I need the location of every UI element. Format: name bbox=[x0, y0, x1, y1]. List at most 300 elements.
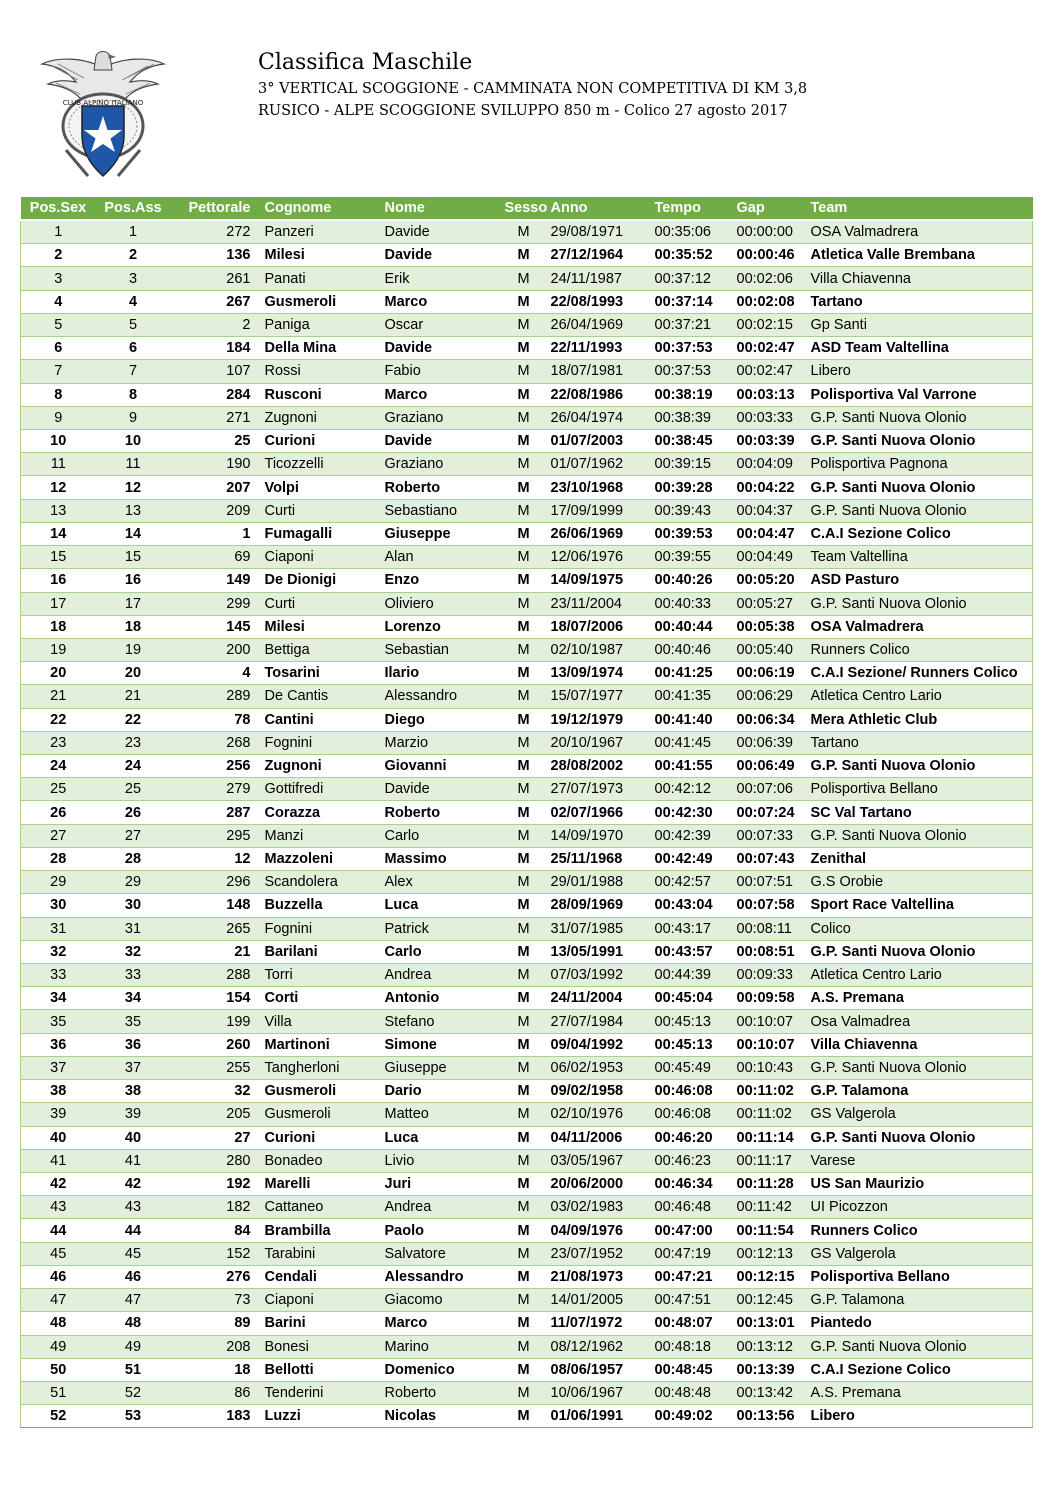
cell-sesso: M bbox=[501, 360, 547, 383]
cell-cognome: Villa bbox=[261, 1010, 381, 1033]
cell-pos-sex: 11 bbox=[21, 453, 96, 476]
cell-pettorale: 145 bbox=[171, 615, 261, 638]
cell-pettorale: 18 bbox=[171, 1358, 261, 1381]
cell-nome: Alex bbox=[381, 871, 501, 894]
cell-sesso: M bbox=[501, 917, 547, 940]
cell-nome: Davide bbox=[381, 337, 501, 360]
cell-pos-sex: 44 bbox=[21, 1219, 96, 1242]
cell-cognome: Torri bbox=[261, 964, 381, 987]
cell-anno: 11/07/1972 bbox=[547, 1312, 651, 1335]
document-heading bbox=[258, 48, 807, 122]
cell-pettorale: 154 bbox=[171, 987, 261, 1010]
cell-sesso: M bbox=[501, 220, 547, 244]
cell-pos-sex: 23 bbox=[21, 731, 96, 754]
cell-tempo: 00:39:28 bbox=[651, 476, 733, 499]
cell-pos-ass: 9 bbox=[96, 406, 171, 429]
cell-team: Polisportiva Pagnona bbox=[807, 453, 1033, 476]
cell-cognome: Fognini bbox=[261, 731, 381, 754]
cell-cognome: Bellotti bbox=[261, 1358, 381, 1381]
cell-nome: Domenico bbox=[381, 1358, 501, 1381]
cell-gap: 00:13:01 bbox=[733, 1312, 807, 1335]
cell-gap: 00:10:07 bbox=[733, 1010, 807, 1033]
cell-tempo: 00:48:48 bbox=[651, 1381, 733, 1404]
cell-cognome: Buzzella bbox=[261, 894, 381, 917]
cell-tempo: 00:37:12 bbox=[651, 267, 733, 290]
cell-sesso: M bbox=[501, 638, 547, 661]
cell-sesso: M bbox=[501, 1056, 547, 1079]
cell-gap: 00:10:07 bbox=[733, 1033, 807, 1056]
cell-pos-sex: 42 bbox=[21, 1172, 96, 1195]
table-row bbox=[21, 569, 1033, 592]
cell-tempo: 00:47:00 bbox=[651, 1219, 733, 1242]
cell-nome: Graziano bbox=[381, 453, 501, 476]
cell-cognome: Luzzi bbox=[261, 1405, 381, 1428]
table-row bbox=[21, 383, 1033, 406]
cell-pos-ass: 22 bbox=[96, 708, 171, 731]
cell-gap: 00:04:37 bbox=[733, 499, 807, 522]
table-row bbox=[21, 708, 1033, 731]
table-row bbox=[21, 592, 1033, 615]
cell-tempo: 00:44:39 bbox=[651, 964, 733, 987]
col-header-tempo: Tempo bbox=[651, 197, 733, 220]
cell-team: G.P. Talamona bbox=[807, 1080, 1033, 1103]
cell-gap: 00:04:09 bbox=[733, 453, 807, 476]
cell-gap: 00:13:42 bbox=[733, 1381, 807, 1404]
cell-pos-sex: 19 bbox=[21, 638, 96, 661]
table-row bbox=[21, 731, 1033, 754]
cell-cognome: Della Mina bbox=[261, 337, 381, 360]
cell-cognome: Cendali bbox=[261, 1265, 381, 1288]
cell-nome: Sebastiano bbox=[381, 499, 501, 522]
cell-sesso: M bbox=[501, 662, 547, 685]
cell-gap: 00:02:08 bbox=[733, 290, 807, 313]
cell-nome: Marco bbox=[381, 1312, 501, 1335]
cell-cognome: Scandolera bbox=[261, 871, 381, 894]
cell-tempo: 00:41:55 bbox=[651, 755, 733, 778]
cell-gap: 00:06:29 bbox=[733, 685, 807, 708]
cell-gap: 00:06:49 bbox=[733, 755, 807, 778]
table-row bbox=[21, 940, 1033, 963]
cell-pos-sex: 35 bbox=[21, 1010, 96, 1033]
cell-pettorale: 287 bbox=[171, 801, 261, 824]
cell-anno: 15/07/1977 bbox=[547, 685, 651, 708]
cell-cognome: Volpi bbox=[261, 476, 381, 499]
cell-gap: 00:05:40 bbox=[733, 638, 807, 661]
table-row bbox=[21, 1010, 1033, 1033]
cell-pos-ass: 2 bbox=[96, 244, 171, 267]
cell-nome: Oliviero bbox=[381, 592, 501, 615]
cell-cognome: Bettiga bbox=[261, 638, 381, 661]
cell-team: Atletica Centro Lario bbox=[807, 964, 1033, 987]
cell-anno: 02/07/1966 bbox=[547, 801, 651, 824]
cell-nome: Luca bbox=[381, 1126, 501, 1149]
cell-team: Zenithal bbox=[807, 847, 1033, 870]
cell-sesso: M bbox=[501, 1196, 547, 1219]
cell-pos-sex: 9 bbox=[21, 406, 96, 429]
cell-pos-sex: 5 bbox=[21, 313, 96, 336]
cell-pos-ass: 19 bbox=[96, 638, 171, 661]
cell-anno: 22/11/1993 bbox=[547, 337, 651, 360]
cell-anno: 27/07/1984 bbox=[547, 1010, 651, 1033]
cell-pos-ass: 15 bbox=[96, 546, 171, 569]
cell-pettorale: 256 bbox=[171, 755, 261, 778]
cell-pos-ass: 7 bbox=[96, 360, 171, 383]
cell-sesso: M bbox=[501, 964, 547, 987]
table-row bbox=[21, 755, 1033, 778]
table-row bbox=[21, 847, 1033, 870]
cell-anno: 04/09/1976 bbox=[547, 1219, 651, 1242]
cell-sesso: M bbox=[501, 290, 547, 313]
cell-tempo: 00:46:08 bbox=[651, 1080, 733, 1103]
cell-gap: 00:05:20 bbox=[733, 569, 807, 592]
cell-nome: Sebastian bbox=[381, 638, 501, 661]
cell-pos-sex: 49 bbox=[21, 1335, 96, 1358]
cell-team: C.A.I Sezione Colico bbox=[807, 1358, 1033, 1381]
cell-nome: Oscar bbox=[381, 313, 501, 336]
cell-tempo: 00:46:23 bbox=[651, 1149, 733, 1172]
cell-team: Villa Chiavenna bbox=[807, 267, 1033, 290]
cell-anno: 01/07/2003 bbox=[547, 429, 651, 452]
cell-cognome: Tenderini bbox=[261, 1381, 381, 1404]
cell-pos-ass: 14 bbox=[96, 522, 171, 545]
cell-pos-ass: 43 bbox=[96, 1196, 171, 1219]
cell-team: Piantedo bbox=[807, 1312, 1033, 1335]
cell-gap: 00:09:33 bbox=[733, 964, 807, 987]
cell-pos-ass: 35 bbox=[96, 1010, 171, 1033]
table-row bbox=[21, 1242, 1033, 1265]
cell-pos-ass: 25 bbox=[96, 778, 171, 801]
cell-team: Gp Santi bbox=[807, 313, 1033, 336]
cell-anno: 13/05/1991 bbox=[547, 940, 651, 963]
cell-team: G.S Orobie bbox=[807, 871, 1033, 894]
cell-tempo: 00:40:33 bbox=[651, 592, 733, 615]
cell-anno: 23/07/1952 bbox=[547, 1242, 651, 1265]
cell-pettorale: 192 bbox=[171, 1172, 261, 1195]
cell-pos-ass: 42 bbox=[96, 1172, 171, 1195]
cell-tempo: 00:42:30 bbox=[651, 801, 733, 824]
cell-tempo: 00:46:48 bbox=[651, 1196, 733, 1219]
table-row bbox=[21, 1126, 1033, 1149]
cell-anno: 17/09/1999 bbox=[547, 499, 651, 522]
table-row bbox=[21, 1172, 1033, 1195]
cell-pos-sex: 3 bbox=[21, 267, 96, 290]
table-row bbox=[21, 476, 1033, 499]
cell-pos-sex: 20 bbox=[21, 662, 96, 685]
cell-pettorale: 209 bbox=[171, 499, 261, 522]
cell-sesso: M bbox=[501, 1265, 547, 1288]
cell-tempo: 00:41:25 bbox=[651, 662, 733, 685]
cell-pos-ass: 36 bbox=[96, 1033, 171, 1056]
cell-pos-sex: 38 bbox=[21, 1080, 96, 1103]
cell-pettorale: 149 bbox=[171, 569, 261, 592]
cell-anno: 08/12/1962 bbox=[547, 1335, 651, 1358]
cell-tempo: 00:47:51 bbox=[651, 1289, 733, 1312]
cell-pos-sex: 2 bbox=[21, 244, 96, 267]
cell-nome: Marino bbox=[381, 1335, 501, 1358]
cell-sesso: M bbox=[501, 940, 547, 963]
cell-team: G.P. Santi Nuova Olonio bbox=[807, 476, 1033, 499]
table-row bbox=[21, 1289, 1033, 1312]
cell-team: Sport Race Valtellina bbox=[807, 894, 1033, 917]
cell-team: C.A.I Sezione/ Runners Colico bbox=[807, 662, 1033, 685]
cell-pettorale: 299 bbox=[171, 592, 261, 615]
cell-nome: Davide bbox=[381, 220, 501, 244]
table-row bbox=[21, 917, 1033, 940]
table-row bbox=[21, 1358, 1033, 1381]
table-row bbox=[21, 244, 1033, 267]
cell-pettorale: 279 bbox=[171, 778, 261, 801]
cell-anno: 20/06/2000 bbox=[547, 1172, 651, 1195]
cell-pos-ass: 30 bbox=[96, 894, 171, 917]
cell-tempo: 00:37:14 bbox=[651, 290, 733, 313]
table-row bbox=[21, 220, 1033, 244]
cell-tempo: 00:41:40 bbox=[651, 708, 733, 731]
cell-pos-sex: 25 bbox=[21, 778, 96, 801]
cell-pettorale: 261 bbox=[171, 267, 261, 290]
cell-tempo: 00:39:43 bbox=[651, 499, 733, 522]
table-row bbox=[21, 662, 1033, 685]
cell-pos-sex: 26 bbox=[21, 801, 96, 824]
cell-anno: 03/05/1967 bbox=[547, 1149, 651, 1172]
cell-pos-ass: 3 bbox=[96, 267, 171, 290]
cell-team: Villa Chiavenna bbox=[807, 1033, 1033, 1056]
cell-pos-sex: 18 bbox=[21, 615, 96, 638]
cell-cognome: Ciaponi bbox=[261, 1289, 381, 1312]
cell-nome: Paolo bbox=[381, 1219, 501, 1242]
table-row bbox=[21, 824, 1033, 847]
cell-pettorale: 182 bbox=[171, 1196, 261, 1219]
cell-pos-sex: 30 bbox=[21, 894, 96, 917]
cell-pos-sex: 33 bbox=[21, 964, 96, 987]
page-title: Classifica Maschile bbox=[258, 50, 473, 75]
cell-tempo: 00:40:44 bbox=[651, 615, 733, 638]
cell-sesso: M bbox=[501, 847, 547, 870]
cell-tempo: 00:41:45 bbox=[651, 731, 733, 754]
cell-gap: 00:07:43 bbox=[733, 847, 807, 870]
cell-pos-sex: 7 bbox=[21, 360, 96, 383]
cell-nome: Andrea bbox=[381, 1196, 501, 1219]
cell-gap: 00:02:47 bbox=[733, 360, 807, 383]
cell-pettorale: 288 bbox=[171, 964, 261, 987]
cell-sesso: M bbox=[501, 755, 547, 778]
cell-pettorale: 69 bbox=[171, 546, 261, 569]
cell-team: Team Valtellina bbox=[807, 546, 1033, 569]
cell-tempo: 00:35:06 bbox=[651, 220, 733, 244]
cell-cognome: Panati bbox=[261, 267, 381, 290]
cell-pos-ass: 18 bbox=[96, 615, 171, 638]
cell-nome: Lorenzo bbox=[381, 615, 501, 638]
cell-pos-ass: 51 bbox=[96, 1358, 171, 1381]
cell-anno: 24/11/2004 bbox=[547, 987, 651, 1010]
cell-gap: 00:00:46 bbox=[733, 244, 807, 267]
cell-cognome: Zugnoni bbox=[261, 406, 381, 429]
results-table bbox=[20, 197, 1033, 1428]
cell-tempo: 00:40:26 bbox=[651, 569, 733, 592]
cell-anno: 22/08/1993 bbox=[547, 290, 651, 313]
cell-pos-sex: 41 bbox=[21, 1149, 96, 1172]
table-row bbox=[21, 1381, 1033, 1404]
cell-anno: 26/04/1969 bbox=[547, 313, 651, 336]
cell-pos-ass: 46 bbox=[96, 1265, 171, 1288]
cell-anno: 18/07/1981 bbox=[547, 360, 651, 383]
cell-pos-sex: 8 bbox=[21, 383, 96, 406]
cell-pos-ass: 20 bbox=[96, 662, 171, 685]
cell-pos-sex: 17 bbox=[21, 592, 96, 615]
cell-cognome: Corazza bbox=[261, 801, 381, 824]
cell-gap: 00:07:06 bbox=[733, 778, 807, 801]
cell-pettorale: 272 bbox=[171, 220, 261, 244]
table-row bbox=[21, 1149, 1033, 1172]
cell-team: G.P. Santi Nuova Olonio bbox=[807, 499, 1033, 522]
table-row bbox=[21, 685, 1033, 708]
cai-logo bbox=[38, 50, 168, 190]
cell-sesso: M bbox=[501, 615, 547, 638]
cell-nome: Diego bbox=[381, 708, 501, 731]
cell-sesso: M bbox=[501, 1080, 547, 1103]
cell-team: Varese bbox=[807, 1149, 1033, 1172]
col-header-pettorale: Pettorale bbox=[171, 197, 261, 220]
cell-gap: 00:11:14 bbox=[733, 1126, 807, 1149]
cell-anno: 01/06/1991 bbox=[547, 1405, 651, 1428]
table-row bbox=[21, 290, 1033, 313]
cell-pos-ass: 8 bbox=[96, 383, 171, 406]
cell-tempo: 00:49:02 bbox=[651, 1405, 733, 1428]
cell-team: G.P. Santi Nuova Olonio bbox=[807, 940, 1033, 963]
cell-team: G.P. Santi Nuova Olonio bbox=[807, 824, 1033, 847]
cell-pettorale: 73 bbox=[171, 1289, 261, 1312]
cell-cognome: De Cantis bbox=[261, 685, 381, 708]
cell-pos-sex: 21 bbox=[21, 685, 96, 708]
cell-anno: 22/08/1986 bbox=[547, 383, 651, 406]
cell-pos-sex: 14 bbox=[21, 522, 96, 545]
cell-cognome: Paniga bbox=[261, 313, 381, 336]
cell-anno: 06/02/1953 bbox=[547, 1056, 651, 1079]
table-row bbox=[21, 1056, 1033, 1079]
cell-tempo: 00:47:21 bbox=[651, 1265, 733, 1288]
cell-pos-sex: 31 bbox=[21, 917, 96, 940]
cell-sesso: M bbox=[501, 244, 547, 267]
cell-pettorale: 295 bbox=[171, 824, 261, 847]
cell-pettorale: 86 bbox=[171, 1381, 261, 1404]
cell-sesso: M bbox=[501, 1358, 547, 1381]
cell-pos-ass: 47 bbox=[96, 1289, 171, 1312]
cell-sesso: M bbox=[501, 731, 547, 754]
cell-anno: 09/04/1992 bbox=[547, 1033, 651, 1056]
cell-pettorale: 89 bbox=[171, 1312, 261, 1335]
cell-team: Tartano bbox=[807, 290, 1033, 313]
table-row bbox=[21, 987, 1033, 1010]
cell-pettorale: 1 bbox=[171, 522, 261, 545]
table-row bbox=[21, 1103, 1033, 1126]
cell-nome: Simone bbox=[381, 1033, 501, 1056]
cell-sesso: M bbox=[501, 801, 547, 824]
cell-cognome: Curioni bbox=[261, 429, 381, 452]
cell-pos-sex: 47 bbox=[21, 1289, 96, 1312]
cell-pettorale: 107 bbox=[171, 360, 261, 383]
cell-pos-ass: 34 bbox=[96, 987, 171, 1010]
cell-gap: 00:03:39 bbox=[733, 429, 807, 452]
cell-cognome: Panzeri bbox=[261, 220, 381, 244]
cell-pos-ass: 38 bbox=[96, 1080, 171, 1103]
cell-tempo: 00:48:07 bbox=[651, 1312, 733, 1335]
cell-nome: Livio bbox=[381, 1149, 501, 1172]
cell-pos-ass: 45 bbox=[96, 1242, 171, 1265]
cell-pos-ass: 23 bbox=[96, 731, 171, 754]
cell-team: GS Valgerola bbox=[807, 1103, 1033, 1126]
logo-lettering: CLUB ALPINO ITALIANO bbox=[62, 99, 144, 107]
cell-anno: 04/11/2006 bbox=[547, 1126, 651, 1149]
cell-anno: 18/07/2006 bbox=[547, 615, 651, 638]
cell-tempo: 00:43:04 bbox=[651, 894, 733, 917]
cell-sesso: M bbox=[501, 267, 547, 290]
cell-gap: 00:02:15 bbox=[733, 313, 807, 336]
table-row bbox=[21, 894, 1033, 917]
cell-sesso: M bbox=[501, 1149, 547, 1172]
cell-cognome: Ciaponi bbox=[261, 546, 381, 569]
cell-tempo: 00:38:45 bbox=[651, 429, 733, 452]
cell-pos-ass: 48 bbox=[96, 1312, 171, 1335]
cell-gap: 00:07:24 bbox=[733, 801, 807, 824]
cell-team: A.S. Premana bbox=[807, 1381, 1033, 1404]
cell-pos-ass: 52 bbox=[96, 1381, 171, 1404]
cell-anno: 23/10/1968 bbox=[547, 476, 651, 499]
cell-nome: Enzo bbox=[381, 569, 501, 592]
cell-cognome: Bonesi bbox=[261, 1335, 381, 1358]
cell-pettorale: 148 bbox=[171, 894, 261, 917]
cell-sesso: M bbox=[501, 1312, 547, 1335]
cell-anno: 02/10/1987 bbox=[547, 638, 651, 661]
cell-cognome: Tangherloni bbox=[261, 1056, 381, 1079]
cell-cognome: Zugnoni bbox=[261, 755, 381, 778]
col-header-pos-sex: Pos.Sex bbox=[21, 197, 96, 220]
cell-anno: 28/09/1969 bbox=[547, 894, 651, 917]
cell-pettorale: 25 bbox=[171, 429, 261, 452]
table-row bbox=[21, 522, 1033, 545]
cell-team: OSA Valmadrera bbox=[807, 220, 1033, 244]
cell-anno: 19/12/1979 bbox=[547, 708, 651, 731]
table-row bbox=[21, 546, 1033, 569]
cell-team: ASD Team Valtellina bbox=[807, 337, 1033, 360]
cell-sesso: M bbox=[501, 824, 547, 847]
cell-cognome: De Dionigi bbox=[261, 569, 381, 592]
cell-sesso: M bbox=[501, 453, 547, 476]
cell-team: GS Valgerola bbox=[807, 1242, 1033, 1265]
cell-nome: Roberto bbox=[381, 1381, 501, 1404]
cell-tempo: 00:37:21 bbox=[651, 313, 733, 336]
cell-pettorale: 32 bbox=[171, 1080, 261, 1103]
cell-anno: 13/09/1974 bbox=[547, 662, 651, 685]
cell-team: Atletica Centro Lario bbox=[807, 685, 1033, 708]
cell-cognome: Cantini bbox=[261, 708, 381, 731]
cell-pettorale: 4 bbox=[171, 662, 261, 685]
cell-pos-ass: 41 bbox=[96, 1149, 171, 1172]
cell-pos-sex: 12 bbox=[21, 476, 96, 499]
cell-gap: 00:10:43 bbox=[733, 1056, 807, 1079]
cell-pos-ass: 39 bbox=[96, 1103, 171, 1126]
cell-pos-ass: 12 bbox=[96, 476, 171, 499]
cell-pos-sex: 4 bbox=[21, 290, 96, 313]
cell-gap: 00:09:58 bbox=[733, 987, 807, 1010]
table-row bbox=[21, 1335, 1033, 1358]
cell-pos-sex: 15 bbox=[21, 546, 96, 569]
cell-anno: 02/10/1976 bbox=[547, 1103, 651, 1126]
cell-nome: Graziano bbox=[381, 406, 501, 429]
cell-pettorale: 260 bbox=[171, 1033, 261, 1056]
cell-anno: 21/08/1973 bbox=[547, 1265, 651, 1288]
cell-team: G.P. Santi Nuova Olonio bbox=[807, 1056, 1033, 1079]
cell-pos-sex: 50 bbox=[21, 1358, 96, 1381]
cell-team: Libero bbox=[807, 1405, 1033, 1428]
